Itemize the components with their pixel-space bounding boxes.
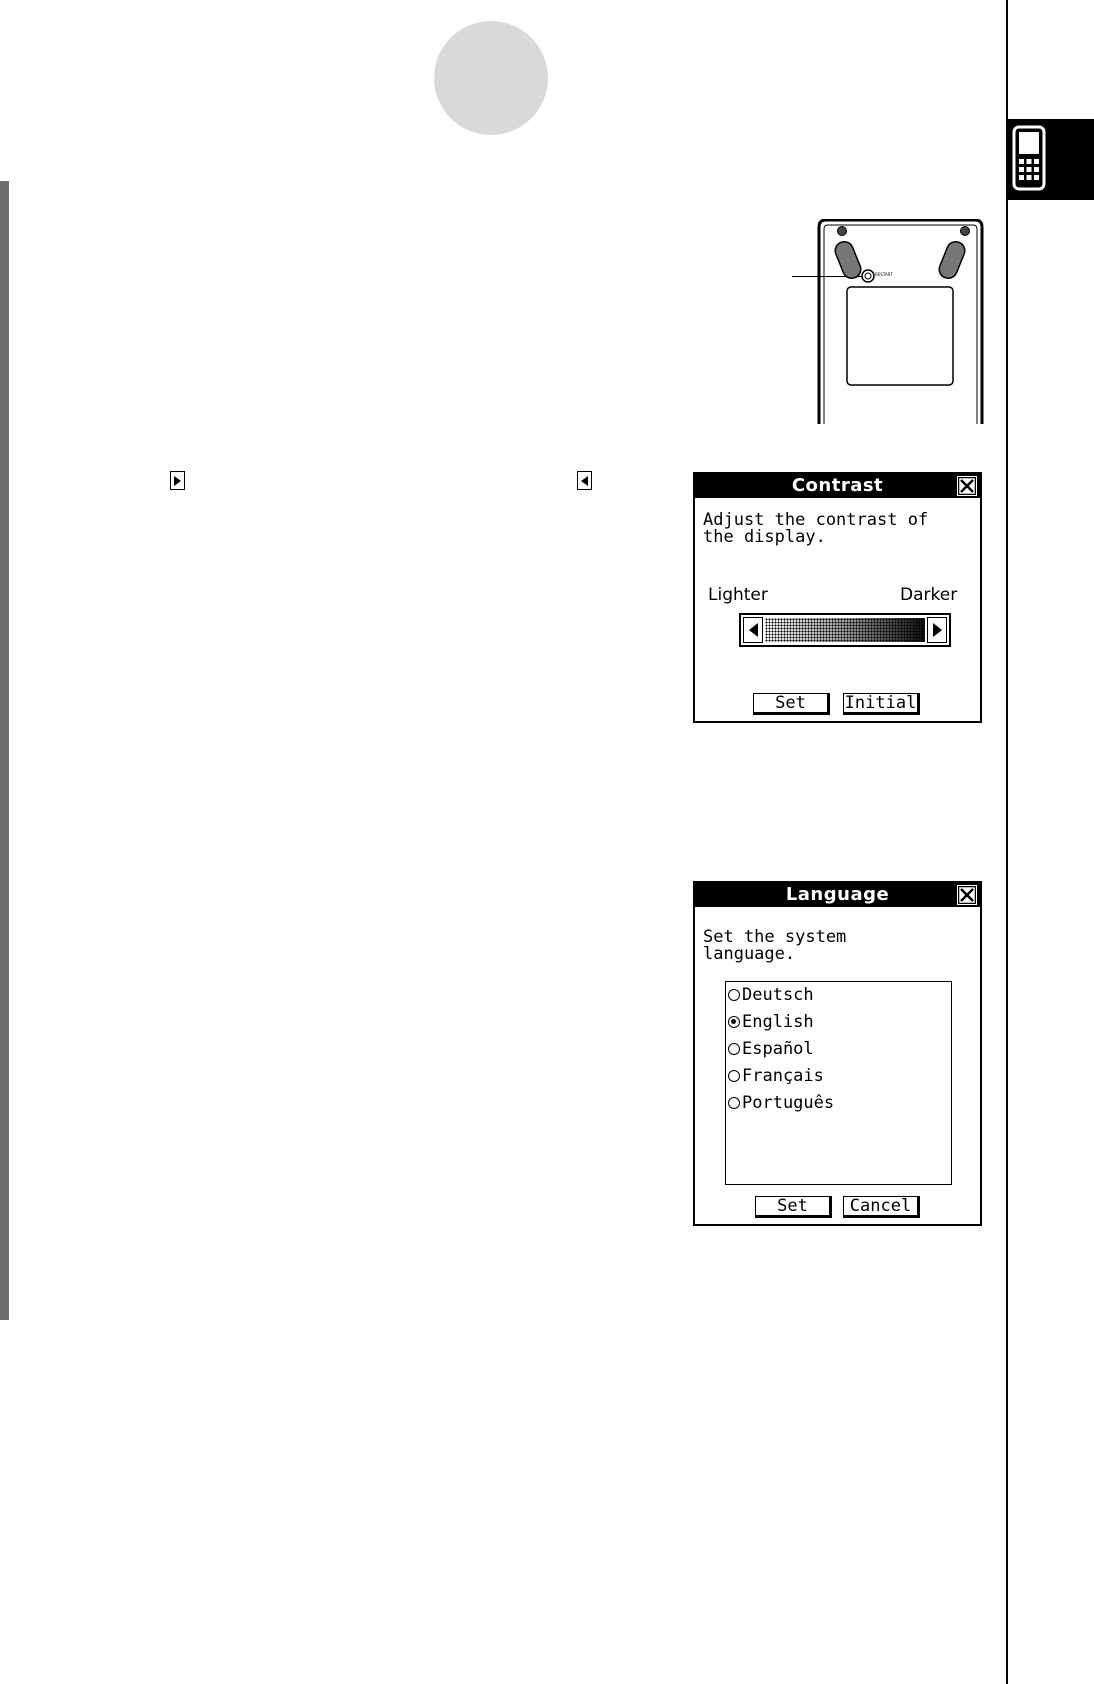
- language-label: Português: [742, 1093, 835, 1113]
- language-list: [725, 981, 952, 1185]
- contrast-gradient-bar[interactable]: [765, 618, 925, 642]
- calculator-back-figure: [817, 219, 984, 424]
- language-label: English: [742, 1012, 814, 1032]
- radio-icon: [728, 1097, 740, 1109]
- right-arrow-icon: [170, 471, 185, 490]
- left-arrow-icon: [749, 623, 758, 637]
- close-icon: [958, 886, 976, 904]
- dialog-title: Contrast: [695, 474, 980, 498]
- language-dialog: [693, 881, 982, 1226]
- section-side-bar: [0, 181, 9, 1320]
- lighter-arrow-button[interactable]: [743, 617, 763, 643]
- chapter-number-circle: [434, 21, 548, 135]
- radio-icon: [728, 989, 740, 1001]
- language-option-espanol[interactable]: [728, 1039, 814, 1059]
- chapter-tab: [1006, 119, 1094, 200]
- language-option-francais[interactable]: [728, 1066, 824, 1086]
- set-button[interactable]: Set: [755, 1196, 832, 1218]
- radio-selected-icon: [728, 1016, 740, 1028]
- dialog-message: Set the system language.: [703, 927, 847, 964]
- calculator-icon: [1006, 119, 1094, 200]
- initial-button[interactable]: Initial: [843, 693, 920, 715]
- language-option-english[interactable]: [728, 1012, 814, 1032]
- close-button[interactable]: [957, 476, 977, 496]
- contrast-slider: [739, 613, 951, 647]
- dialog-title: Language: [695, 883, 980, 907]
- lighter-label: Lighter: [708, 585, 768, 605]
- darker-arrow-button[interactable]: [927, 617, 947, 643]
- right-arrow-icon: [933, 623, 942, 637]
- left-arrow-icon: [577, 471, 592, 490]
- language-label: Español: [742, 1039, 814, 1059]
- close-button[interactable]: [957, 885, 977, 905]
- close-icon: [958, 477, 976, 495]
- dialog-message: Adjust the contrast of the display.: [703, 510, 929, 547]
- darker-label: Darker: [900, 585, 958, 605]
- language-option-portugues[interactable]: [728, 1093, 834, 1113]
- language-option-deutsch[interactable]: [728, 985, 814, 1005]
- language-label: Deutsch: [742, 985, 814, 1005]
- radio-icon: [728, 1043, 740, 1055]
- set-button[interactable]: Set: [753, 693, 830, 715]
- contrast-dialog: [693, 472, 982, 723]
- language-label: Français: [742, 1066, 824, 1086]
- restart-label: RESTART: [875, 272, 893, 277]
- radio-icon: [728, 1070, 740, 1082]
- page-right-rule: [1006, 0, 1008, 1684]
- cancel-button[interactable]: Cancel: [843, 1196, 920, 1218]
